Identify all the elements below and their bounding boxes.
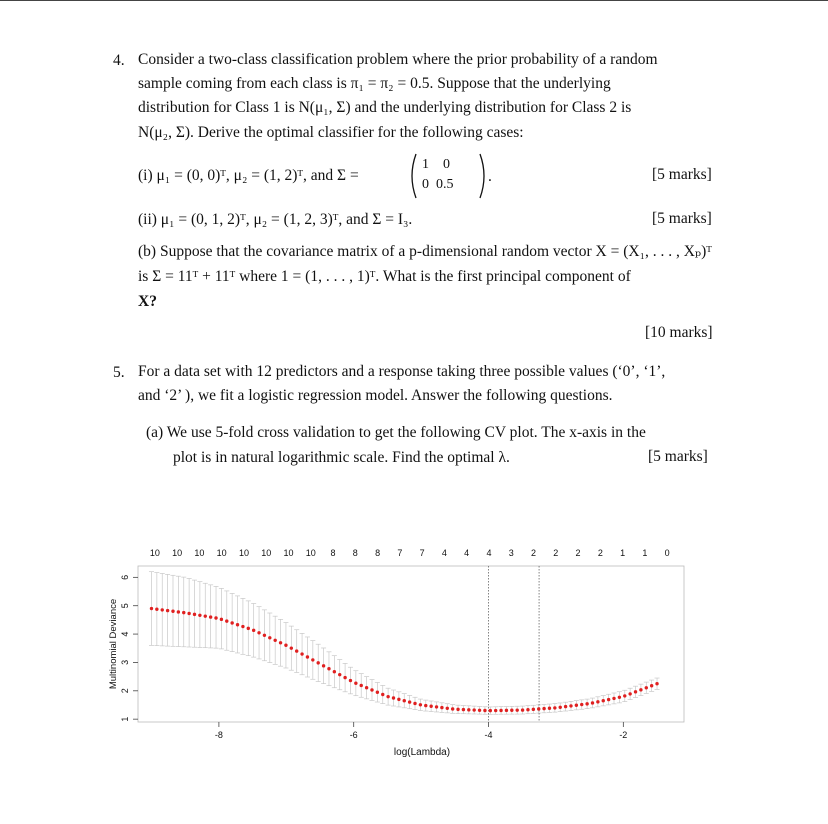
cv-point — [230, 621, 233, 624]
error-bars — [149, 572, 660, 715]
part-b-marks: [10 marks] — [645, 324, 713, 341]
cv-point — [204, 614, 207, 617]
top-tick-label: 10 — [216, 548, 227, 558]
cv-point — [365, 686, 368, 689]
plot-frame — [138, 566, 684, 722]
cv-point — [532, 708, 535, 711]
cv-point — [241, 625, 244, 628]
part-i-marks: [5 marks] — [652, 166, 712, 183]
x-axis-label: log(Lambda) — [393, 747, 451, 758]
top-tick-label: 8 — [330, 548, 336, 558]
reference-lines — [489, 566, 540, 722]
cv-point — [252, 629, 255, 632]
q4-part-i-text: (i) μ₁ = (0, 0)ᵀ, μ₂ = (1, 2)ᵀ, and Σ = — [138, 167, 359, 184]
cv-point — [456, 708, 459, 711]
cv-point — [585, 702, 588, 705]
cv-point — [424, 704, 427, 707]
cv-point — [607, 698, 610, 701]
top-tick-label: 2 — [553, 548, 559, 558]
cv-point — [187, 612, 190, 615]
top-tick-label: 10 — [283, 548, 294, 558]
q4-line-2: sample coming from each class is π₁ = π₂ = 0.5. Suppose that the underlying — [138, 75, 611, 92]
cv-point — [618, 696, 621, 699]
cv-point — [408, 700, 411, 703]
top-tick-label: 8 — [375, 548, 381, 558]
cv-point — [198, 614, 201, 617]
cv-point — [376, 691, 379, 694]
cv-point — [209, 615, 212, 618]
cv-point — [516, 708, 519, 711]
cv-point — [279, 641, 282, 644]
top-tick-label: 0 — [664, 548, 670, 558]
top-tick-label: 2 — [575, 548, 581, 558]
cv-point — [333, 670, 336, 673]
q4-part-b-line-3: X? — [138, 293, 157, 310]
matrix-row-1: 1 0 — [422, 157, 450, 172]
cv-point — [440, 706, 443, 709]
cv-point — [263, 634, 266, 637]
part-ii-marks: [5 marks] — [652, 210, 712, 227]
cv-point — [327, 667, 330, 670]
top-tick-label: 10 — [172, 548, 183, 558]
cv-point — [505, 709, 508, 712]
top-tick-label: 3 — [508, 548, 514, 558]
cv-point — [317, 661, 320, 664]
cv-point — [182, 611, 185, 614]
top-tick-label: 2 — [530, 548, 537, 558]
cv-point — [397, 698, 400, 701]
cv-point — [650, 684, 653, 687]
cv-point — [284, 644, 287, 647]
cv-point — [177, 610, 180, 613]
top-tick-label: 10 — [238, 548, 249, 558]
cv-point — [214, 616, 217, 619]
cv-point — [472, 708, 475, 711]
cv-point — [435, 705, 438, 708]
top-tick-label: 8 — [352, 548, 358, 558]
q5-part-a-line-2: plot is in natural logarithmic scale. Find the optimal λ. — [173, 449, 510, 466]
q4-part-b-line-1: (b) Suppose that the covariance matrix of a p-dimensional random vector X = (X₁, . . . , Xₚ)ᵀ — [138, 243, 712, 260]
cv-point — [602, 699, 605, 702]
matrix-row-2: 0 0.5 — [422, 177, 454, 192]
y-tick-label: 1 — [120, 716, 130, 722]
cv-point — [386, 695, 389, 698]
cv-point — [564, 705, 567, 708]
top-tick-label: 7 — [419, 548, 425, 558]
cv-point — [349, 679, 352, 682]
cv-point — [494, 709, 497, 712]
matrix-period: . — [488, 168, 492, 185]
cv-point — [247, 627, 250, 630]
y-tick-label: 5 — [120, 603, 130, 609]
cv-point — [655, 682, 658, 685]
y-tick-label: 4 — [120, 631, 130, 637]
sigma-matrix — [408, 152, 488, 200]
cv-point — [257, 631, 260, 634]
cv-point — [478, 709, 481, 712]
cv-point — [499, 709, 502, 712]
x-tick-label: -6 — [349, 730, 358, 740]
x-axis — [215, 722, 627, 740]
cv-point — [295, 649, 298, 652]
cv-point — [628, 692, 631, 695]
x-tick-label: -2 — [619, 730, 628, 740]
plot-frame-group — [138, 566, 684, 722]
cv-point — [575, 704, 578, 707]
top-tick-label: 4 — [464, 548, 470, 558]
cv-point — [419, 703, 422, 706]
q4-line-3: distribution for Class 1 is N(μ₁, Σ) and the underlying distribution for Class 2 is — [138, 99, 632, 116]
cv-point — [553, 706, 556, 709]
cv-point — [483, 709, 486, 712]
cv-point — [639, 688, 642, 691]
cv-point — [225, 619, 228, 622]
y-axis-label: Multinomial Deviance — [108, 598, 119, 690]
cv-point — [542, 707, 545, 710]
cv-point — [360, 684, 363, 687]
cv-point — [354, 681, 357, 684]
top-tick-label: 4 — [441, 548, 447, 558]
x-tick-label: -8 — [214, 730, 223, 740]
y-tick-label: 2 — [120, 688, 130, 694]
top-tick-labels — [150, 548, 670, 558]
question-4-number: 4. — [113, 52, 125, 69]
q4-part-ii-text: (ii) μ₁ = (0, 1, 2)ᵀ, μ₂ = (1, 2, 3)ᵀ, and Σ = I₃. — [138, 211, 413, 228]
cv-point — [569, 704, 572, 707]
cv-point — [273, 639, 276, 642]
cv-point — [591, 701, 594, 704]
cv-point — [467, 708, 470, 711]
cv-point — [596, 700, 599, 703]
top-tick-label: 2 — [597, 548, 603, 558]
cv-point — [370, 688, 373, 691]
q5-line-2: and ‘2’ ), we fit a logistic regression model. Answer the following questions. — [138, 387, 613, 404]
cv-point — [580, 703, 583, 706]
cv-point — [290, 646, 293, 649]
q4-part-b-line-2: is Σ = 11ᵀ + 11ᵀ where 1 = (1, . . . , 1)ᵀ. What is the first principal component of — [138, 268, 631, 285]
cv-point — [462, 708, 465, 711]
cv-point — [451, 707, 454, 710]
cv-point — [306, 655, 309, 658]
cv-point — [403, 699, 406, 702]
top-tick-label: 1 — [620, 548, 626, 558]
top-tick-label: 10 — [149, 548, 160, 558]
y-axis — [120, 575, 138, 722]
cv-point — [559, 706, 562, 709]
cv-point — [300, 652, 303, 655]
cv-point — [311, 658, 314, 661]
cv-point — [381, 693, 384, 696]
cv-point — [429, 705, 432, 708]
top-tick-label: 7 — [397, 548, 403, 558]
cv-point — [161, 608, 164, 611]
top-border — [0, 0, 828, 1]
q4-line-4: N(μ₂, Σ). Derive the optimal classifier for the following cases: — [138, 124, 524, 141]
cv-point — [489, 709, 492, 712]
cv-point — [413, 702, 416, 705]
cv-point — [510, 709, 513, 712]
y-tick-label: 3 — [120, 659, 130, 665]
top-tick-label: 10 — [305, 548, 316, 558]
top-tick-label: 10 — [261, 548, 272, 558]
q5-line-1: For a data set with 12 predictors and a response taking three possible values (‘0’, ‘1’, — [138, 363, 666, 380]
cv-point — [537, 707, 540, 710]
cv-point — [166, 609, 169, 612]
cv-plot — [100, 540, 700, 768]
cv-point — [526, 708, 529, 711]
q4-line-1: Consider a two-class classification problem where the prior probability of a random — [138, 51, 658, 68]
cv-point — [220, 618, 223, 621]
top-tick-label: 4 — [486, 548, 492, 558]
cv-point — [446, 707, 449, 710]
cv-point — [634, 690, 637, 693]
y-tick-label: 6 — [120, 574, 130, 580]
cv-point — [268, 636, 271, 639]
top-tick-label: 1 — [642, 548, 648, 558]
question-5-number: 5. — [113, 364, 125, 381]
cv-point — [171, 610, 174, 613]
cv-point — [155, 608, 158, 611]
cv-point — [645, 686, 648, 689]
part-a-marks: [5 marks] — [648, 448, 708, 465]
cv-point — [612, 697, 615, 700]
cv-point — [236, 623, 239, 626]
cv-point — [521, 708, 524, 711]
cv-point — [392, 696, 395, 699]
cv-point — [343, 676, 346, 679]
cv-point — [193, 613, 196, 616]
cv-point — [150, 607, 153, 610]
cv-point — [322, 664, 325, 667]
cv-point — [623, 694, 626, 697]
cv-point — [548, 707, 551, 710]
q5-part-a-line-1: (a) We use 5-fold cross validation to get the following CV plot. The x-axis in the — [146, 424, 646, 441]
x-tick-label: -4 — [484, 730, 493, 740]
top-tick-label: 10 — [194, 548, 205, 558]
cv-point — [338, 673, 341, 676]
